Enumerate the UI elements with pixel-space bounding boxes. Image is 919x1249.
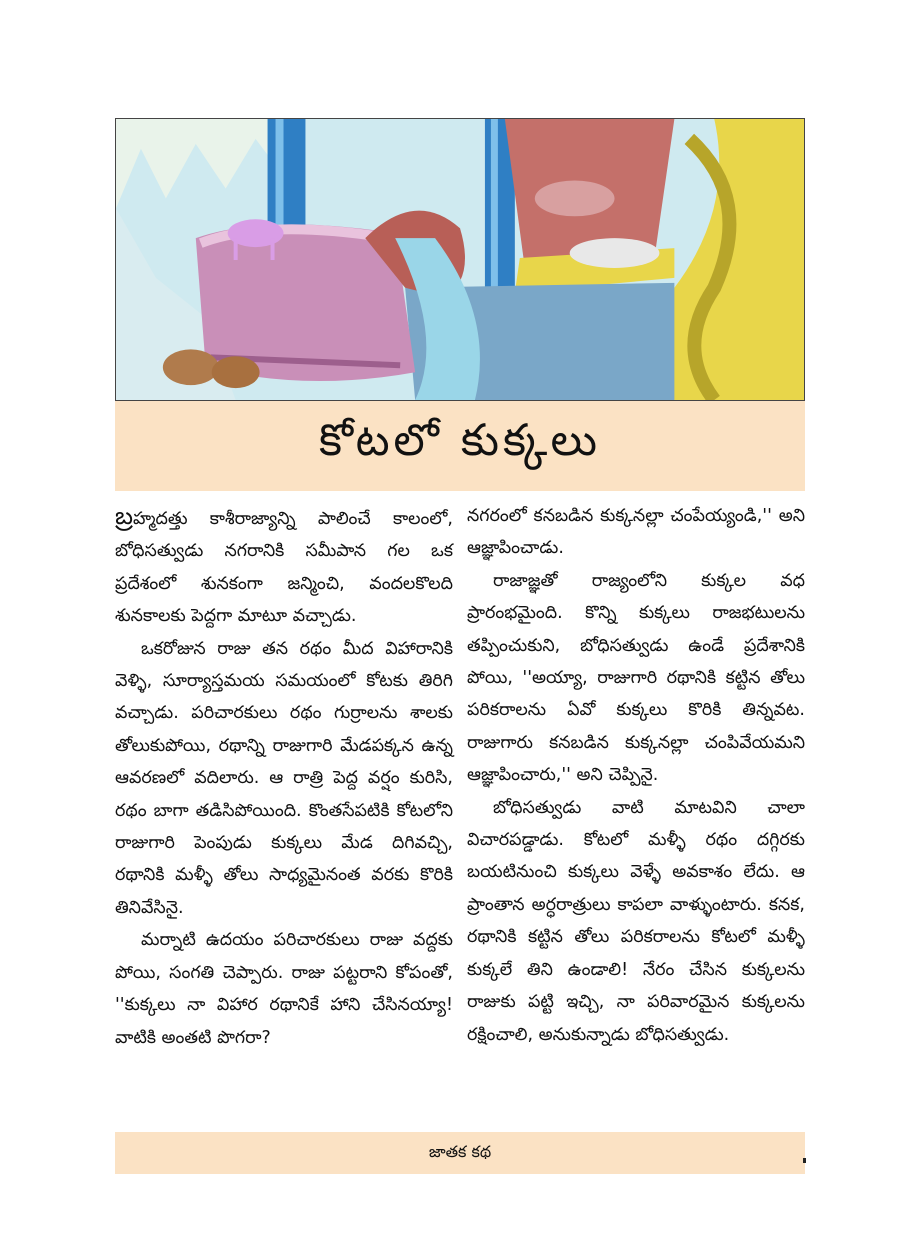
palace-chariot-dogs-illustration [116, 119, 804, 400]
paragraph: ఒకరోజున రాజు తన రథం మీద విహారానికి వెళ్ళి, సూర్యాస్తమయ సమయంలో కోటకు తిరిగి వచ్చాడు. పరిచారకులు రథం గుర్రాలను శాలకు తోలుకుపోయి, రథాన్ని రాజుగారి మేడపక్కన ఉన్న ఆవరణలో వదిలారు. ఆ రాత్రి పెద్ద వర్షం కురిసి, రథం బాగా తడిసిపోయింది. కొంతసేపటికి కోటలోని రాజుగారి పెంపుడు కుక్కలు మేడ దిగివచ్చి, రథానికి మళ్ళీ తోలు సాధ్యమైనంత వరకు కొరికి తినివేసినై. [115, 638, 453, 918]
paragraph: మర్నాటి ఉదయం పరిచారకులు రాజు వద్దకు పోయి, సంగతి చెప్పారు. రాజు పట్టరాని కోపంతో, ''కుక్కలు నా విహార రథానికే హాని చేసినయ్యా! వాటికి అంతటి పొగరా? [115, 930, 453, 1048]
paragraph: నగరంలో కనబడిన కుక్కనల్లా చంపేయ్యండి,'' అని ఆజ్ఞాపించాడు. [467, 506, 805, 559]
page-mark [803, 1158, 806, 1163]
paragraph: రాజాజ్ఞతో రాజ్యంలోని కుక్కల వధ ప్రారంభమైంది. కొన్ని కుక్కలు రాజభటులను తప్పించుకుని, బోధిసత్వుడు ఉండే ప్రదేశానికి పోయి, ''అయ్యా, రాజుగారి రథానికి కట్టిన తోలు పరికరాలను ఏవో కుక్కలు కొరికి తిన్నవట. రాజుగారు కనబడిన కుక్కనల్లా చంపివేయమని ఆజ్ఞాపించారు,'' అని చెప్పినై. [467, 570, 805, 786]
title-band [115, 401, 805, 491]
footer-band [115, 1132, 805, 1174]
paragraph: బోధిసత్వుడు వాటి మాటవిని చాలా విచారపడ్డాడు. కోటలో మళ్ళీ రథం దగ్గిరకు బయటినుంచి కుక్కలు వెళ్ళే అవకాశం లేదు. ఆ ప్రాంతాన అర్ధరాత్రులు కాపలా వాళ్ళుంటారు. కనక, రథానికి కట్టిన తోలు పరికరాలను కోటలో మళ్ళీ కుక్కలే తిని ఉండాలి! నేరం చేసిన కుక్కలను రాజుకు పట్టి ఇచ్చి, నా పరివారమైన కుక్కలను రక్షించాలి, అనుకున్నాడు బోధిసత్వుడు. [467, 797, 805, 1045]
series-name: జాతక కథ [428, 1141, 492, 1161]
story-illustration [115, 118, 805, 401]
story-title: కోటలో కుక్కలు [318, 415, 601, 466]
paragraph: బ్రహ్మదత్తు కాశీరాజ్యాన్ని పాలించే కాలంలో, బోధిసత్వుడు నగరానికి సమీపాన గల ఒక ప్రదేశంలో శునకంగా జన్మించి, వందలకొలది శునకాలకు పెద్దగా మాటూ వచ్చాడు. [115, 502, 453, 627]
right-column [467, 500, 805, 1125]
left-column [115, 500, 453, 1125]
story-body [115, 500, 805, 1125]
